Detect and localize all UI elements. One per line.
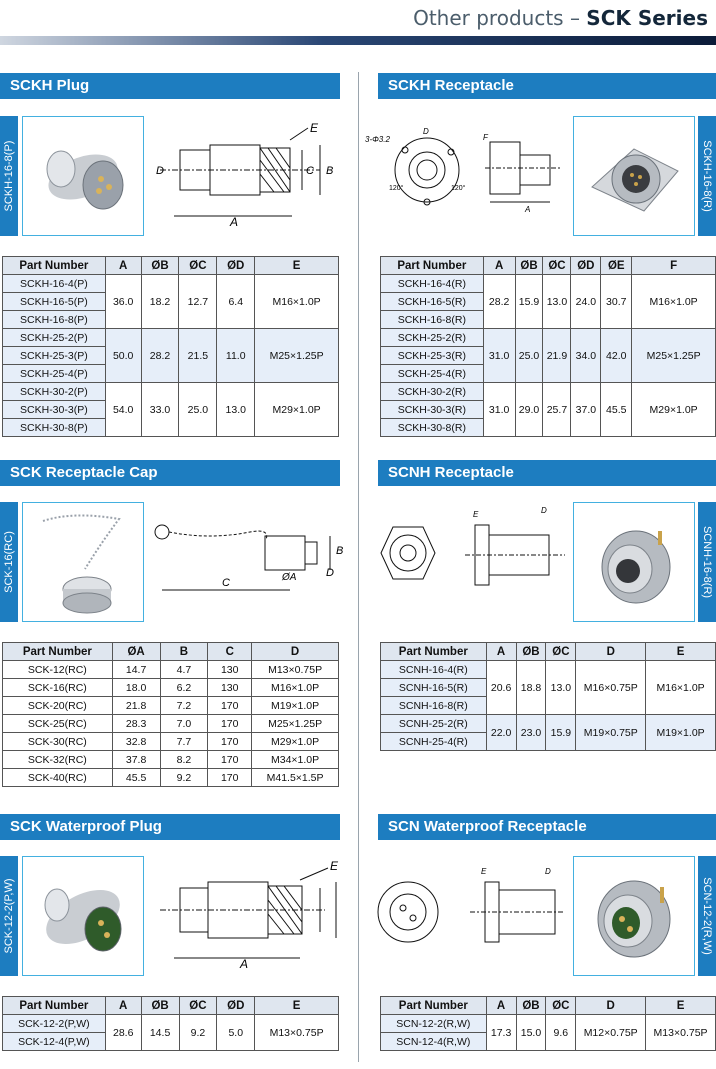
value-cell: M29×1.0P	[632, 383, 716, 437]
column-header: ØC	[543, 257, 571, 275]
svg-text:E: E	[310, 121, 319, 135]
column-header: Part Number	[381, 257, 484, 275]
value-cell: 13.0	[546, 661, 576, 715]
column-header: ØB	[516, 997, 546, 1015]
part-number-cell: SCNH-16-8(R)	[381, 697, 487, 715]
part-number-cell: SCKH-16-4(R)	[381, 275, 484, 293]
table-row	[3, 697, 339, 715]
column-header: Part Number	[3, 643, 113, 661]
spec-table-sckh-plug	[2, 256, 339, 437]
value-cell: 17.3	[486, 1015, 516, 1051]
part-number-cell: SCK-12(RC)	[3, 661, 113, 679]
value-cell: 170	[208, 715, 252, 733]
technical-drawing-sck-waterproof-plug	[150, 858, 350, 973]
table-row	[3, 275, 339, 293]
table-row	[3, 715, 339, 733]
value-cell: 170	[208, 751, 252, 769]
part-number-cell: SCNH-16-5(R)	[381, 679, 487, 697]
value-cell: 130	[208, 661, 252, 679]
svg-text:ØA: ØA	[282, 572, 297, 583]
svg-text:D: D	[326, 567, 334, 579]
column-header: ØC	[179, 257, 217, 275]
column-header: D	[252, 643, 339, 661]
table-header-row	[381, 643, 716, 661]
part-number-cell: SCKH-25-3(P)	[3, 347, 106, 365]
value-cell: 28.2	[141, 329, 179, 383]
value-cell: 22.0	[486, 715, 516, 751]
value-cell: 45.5	[112, 769, 160, 787]
value-cell: M13×0.75P	[252, 661, 339, 679]
svg-text:E: E	[481, 867, 487, 876]
spec-table-sckh-receptacle	[380, 256, 716, 437]
value-cell: 50.0	[105, 329, 141, 383]
value-cell: 13.0	[217, 383, 255, 437]
part-number-cell: SCK-25(RC)	[3, 715, 113, 733]
technical-drawing-scn-waterproof-receptacle	[365, 860, 570, 970]
value-cell: 6.4	[217, 275, 255, 329]
value-cell: M13×0.75P	[646, 1015, 716, 1051]
value-cell: 25.0	[179, 383, 217, 437]
value-cell: M41.5×1.5P	[252, 769, 339, 787]
table-row	[3, 329, 339, 347]
value-cell: 36.0	[105, 275, 141, 329]
section-title-scn-waterproof-receptacle: SCN Waterproof Receptacle	[378, 814, 716, 840]
value-cell: M25×1.25P	[632, 329, 716, 383]
value-cell: M25×1.25P	[252, 715, 339, 733]
product-photo-scn-waterproof-receptacle	[573, 856, 695, 976]
product-photo-sck-waterproof-plug	[22, 856, 144, 976]
technical-drawing-sck-cap	[150, 510, 350, 610]
column-header: ØB	[516, 643, 546, 661]
column-header: E	[646, 997, 716, 1015]
part-number-cell: SCKH-16-5(P)	[3, 293, 106, 311]
column-header: D	[576, 997, 646, 1015]
side-label-sckh-plug: SCKH-16-8(P)	[0, 116, 18, 236]
part-number-cell: SCK-16(RC)	[3, 679, 113, 697]
part-number-cell: SCKH-16-8(R)	[381, 311, 484, 329]
part-number-cell: SCKH-25-2(R)	[381, 329, 484, 347]
part-number-cell: SCK-20(RC)	[3, 697, 113, 715]
svg-text:D: D	[156, 165, 164, 177]
technical-drawing-scnh-receptacle	[365, 505, 570, 615]
table-row	[3, 751, 339, 769]
table-header-row	[381, 257, 716, 275]
part-number-cell: SCNH-25-4(R)	[381, 733, 487, 751]
value-cell: 28.2	[483, 275, 515, 329]
value-cell: 130	[208, 679, 252, 697]
spec-table-sck-cap	[2, 642, 339, 787]
value-cell: 4.7	[160, 661, 208, 679]
column-header: C	[208, 643, 252, 661]
value-cell: 7.0	[160, 715, 208, 733]
value-cell: 20.6	[486, 661, 516, 715]
table-row	[381, 275, 716, 293]
value-cell: 33.0	[141, 383, 179, 437]
part-number-cell: SCKH-25-3(R)	[381, 347, 484, 365]
table-row	[3, 1015, 339, 1033]
side-label-sck-waterproof-plug: SCK-12-2(P,W)	[0, 856, 18, 976]
part-number-cell: SCKH-30-8(P)	[3, 419, 106, 437]
svg-text:B: B	[326, 165, 334, 177]
value-cell: 11.0	[217, 329, 255, 383]
value-cell: 25.7	[543, 383, 571, 437]
value-cell: M19×1.0P	[252, 697, 339, 715]
part-number-cell: SCKH-25-4(P)	[3, 365, 106, 383]
value-cell: 54.0	[105, 383, 141, 437]
product-photo-scnh-receptacle	[573, 502, 695, 622]
side-label-sckh-receptacle: SCKH-16-8(R)	[698, 116, 716, 236]
svg-text:D: D	[423, 127, 429, 136]
part-number-cell: SCK-12-4(P,W)	[3, 1033, 106, 1051]
table-header-row	[3, 643, 339, 661]
value-cell: 30.7	[601, 275, 632, 329]
value-cell: 7.7	[160, 733, 208, 751]
value-cell: 12.7	[179, 275, 217, 329]
page-title: Other products – SCK Series	[413, 6, 708, 30]
svg-text:A: A	[230, 215, 239, 229]
svg-text:D: D	[541, 506, 547, 515]
side-label-scnh-receptacle: SCNH-16-8(R)	[698, 502, 716, 622]
value-cell: 45.5	[601, 383, 632, 437]
column-header: ØB	[141, 997, 179, 1015]
value-cell: 13.0	[543, 275, 571, 329]
svg-text:B: B	[336, 545, 344, 557]
column-header: ØC	[179, 997, 217, 1015]
page-header	[0, 0, 716, 46]
value-cell: 14.7	[112, 661, 160, 679]
section-title-sck-waterproof-plug: SCK Waterproof Plug	[0, 814, 340, 840]
column-header: Part Number	[3, 997, 106, 1015]
value-cell: 9.2	[160, 769, 208, 787]
part-number-cell: SCKH-30-3(P)	[3, 401, 106, 419]
svg-text:A: A	[240, 957, 249, 971]
table-row	[3, 733, 339, 751]
column-header: ØB	[515, 257, 543, 275]
value-cell: M16×0.75P	[576, 661, 646, 715]
part-number-cell: SCKH-25-2(P)	[3, 329, 106, 347]
column-header: Part Number	[381, 643, 487, 661]
column-header: A	[486, 997, 516, 1015]
part-number-cell: SCKH-16-5(R)	[381, 293, 484, 311]
table-row	[381, 1015, 716, 1033]
svg-text:3-Φ3.2: 3-Φ3.2	[365, 135, 390, 144]
section-title-sckh-plug: SCKH Plug	[0, 73, 340, 99]
part-number-cell: SCN-12-4(R,W)	[381, 1033, 487, 1051]
product-photo-sckh-receptacle	[573, 116, 695, 236]
column-header: A	[486, 643, 516, 661]
value-cell: 37.0	[571, 383, 601, 437]
part-number-cell: SCKH-30-3(R)	[381, 401, 484, 419]
section-title-sckh-receptacle: SCKH Receptacle	[378, 73, 716, 99]
value-cell: 21.5	[179, 329, 217, 383]
value-cell: 18.8	[516, 661, 546, 715]
value-cell: 15.9	[546, 715, 576, 751]
value-cell: 18.2	[141, 275, 179, 329]
side-label-scn-waterproof-receptacle: SCN-12-2(R,W)	[698, 856, 716, 976]
svg-text:F: F	[483, 133, 488, 142]
value-cell: 21.9	[543, 329, 571, 383]
column-header: A	[105, 257, 141, 275]
value-cell: M16×1.0P	[632, 275, 716, 329]
table-row	[3, 383, 339, 401]
part-number-cell: SCK-40(RC)	[3, 769, 113, 787]
value-cell: M29×1.0P	[252, 733, 339, 751]
value-cell: M25×1.25P	[255, 329, 339, 383]
part-number-cell: SCK-30(RC)	[3, 733, 113, 751]
value-cell: 37.8	[112, 751, 160, 769]
svg-text:C: C	[222, 577, 230, 589]
value-cell: 170	[208, 769, 252, 787]
table-row	[381, 329, 716, 347]
column-header: ØD	[571, 257, 601, 275]
value-cell: 170	[208, 733, 252, 751]
technical-drawing-sckh-plug	[150, 120, 350, 230]
column-header: B	[160, 643, 208, 661]
value-cell: 32.8	[112, 733, 160, 751]
column-header: ØD	[217, 997, 255, 1015]
table-header-row	[381, 997, 716, 1015]
value-cell: 28.3	[112, 715, 160, 733]
svg-text:E: E	[473, 510, 479, 519]
column-header: E	[646, 643, 716, 661]
value-cell: 29.0	[515, 383, 543, 437]
part-number-cell: SCK-32(RC)	[3, 751, 113, 769]
section-title-sck-cap: SCK Receptacle Cap	[0, 460, 340, 486]
table-row	[381, 383, 716, 401]
value-cell: 170	[208, 697, 252, 715]
column-header: ØB	[141, 257, 179, 275]
value-cell: M13×0.75P	[255, 1015, 339, 1051]
part-number-cell: SCNH-16-4(R)	[381, 661, 487, 679]
part-number-cell: SCKH-30-8(R)	[381, 419, 484, 437]
value-cell: 21.8	[112, 697, 160, 715]
table-header-row	[3, 257, 339, 275]
part-number-cell: SCKH-16-8(P)	[3, 311, 106, 329]
value-cell: 25.0	[515, 329, 543, 383]
product-photo-sck-cap	[22, 502, 144, 622]
part-number-cell: SCN-12-2(R,W)	[381, 1015, 487, 1033]
technical-drawing-sckh-receptacle	[365, 120, 570, 230]
value-cell: 7.2	[160, 697, 208, 715]
svg-text:A: A	[525, 205, 531, 214]
part-number-cell: SCNH-25-2(R)	[381, 715, 487, 733]
header-bar	[0, 36, 716, 45]
column-header: Part Number	[381, 997, 487, 1015]
value-cell: M16×1.0P	[646, 661, 716, 715]
part-number-cell: SCK-12-2(P,W)	[3, 1015, 106, 1033]
value-cell: 15.0	[516, 1015, 546, 1051]
column-header: ØD	[217, 257, 255, 275]
column-header: F	[632, 257, 716, 275]
column-header: A	[483, 257, 515, 275]
value-cell: 8.2	[160, 751, 208, 769]
value-cell: 6.2	[160, 679, 208, 697]
column-header: ØC	[546, 643, 576, 661]
section-title-scnh-receptacle: SCNH Receptacle	[378, 460, 716, 486]
table-row	[3, 769, 339, 787]
svg-text:E: E	[330, 859, 339, 873]
column-header: ØE	[601, 257, 632, 275]
column-header: A	[105, 997, 141, 1015]
value-cell: M29×1.0P	[255, 383, 339, 437]
column-header: E	[255, 257, 339, 275]
value-cell: M19×0.75P	[576, 715, 646, 751]
spec-table-scnh-receptacle	[380, 642, 716, 751]
value-cell: 9.6	[546, 1015, 576, 1051]
svg-text:C: C	[306, 165, 314, 177]
value-cell: 31.0	[483, 329, 515, 383]
part-number-cell: SCKH-30-2(P)	[3, 383, 106, 401]
svg-text:120°: 120°	[389, 185, 404, 192]
value-cell: 9.2	[179, 1015, 217, 1051]
value-cell: 14.5	[141, 1015, 179, 1051]
value-cell: 28.6	[105, 1015, 141, 1051]
table-row	[3, 679, 339, 697]
value-cell: M12×0.75P	[576, 1015, 646, 1051]
value-cell: M16×1.0P	[252, 679, 339, 697]
column-divider	[358, 72, 359, 1062]
spec-table-sck-waterproof-plug	[2, 996, 339, 1051]
part-number-cell: SCKH-16-4(P)	[3, 275, 106, 293]
value-cell: M16×1.0P	[255, 275, 339, 329]
part-number-cell: SCKH-30-2(R)	[381, 383, 484, 401]
table-row	[3, 661, 339, 679]
value-cell: M19×1.0P	[646, 715, 716, 751]
column-header: ØA	[112, 643, 160, 661]
value-cell: 31.0	[483, 383, 515, 437]
table-row	[381, 715, 716, 733]
svg-text:120°: 120°	[451, 185, 466, 192]
value-cell: M34×1.0P	[252, 751, 339, 769]
value-cell: 15.9	[515, 275, 543, 329]
part-number-cell: SCKH-25-4(R)	[381, 365, 484, 383]
svg-text:D: D	[545, 867, 551, 876]
value-cell: 24.0	[571, 275, 601, 329]
table-header-row	[3, 997, 339, 1015]
value-cell: 42.0	[601, 329, 632, 383]
value-cell: 18.0	[112, 679, 160, 697]
product-photo-sckh-plug	[22, 116, 144, 236]
column-header: ØC	[546, 997, 576, 1015]
value-cell: 34.0	[571, 329, 601, 383]
column-header: D	[576, 643, 646, 661]
side-label-sck-cap: SCK-16(RC)	[0, 502, 18, 622]
spec-table-scn-waterproof-receptacle	[380, 996, 716, 1051]
value-cell: 23.0	[516, 715, 546, 751]
column-header: E	[255, 997, 339, 1015]
column-header: Part Number	[3, 257, 106, 275]
table-row	[381, 661, 716, 679]
value-cell: 5.0	[217, 1015, 255, 1051]
